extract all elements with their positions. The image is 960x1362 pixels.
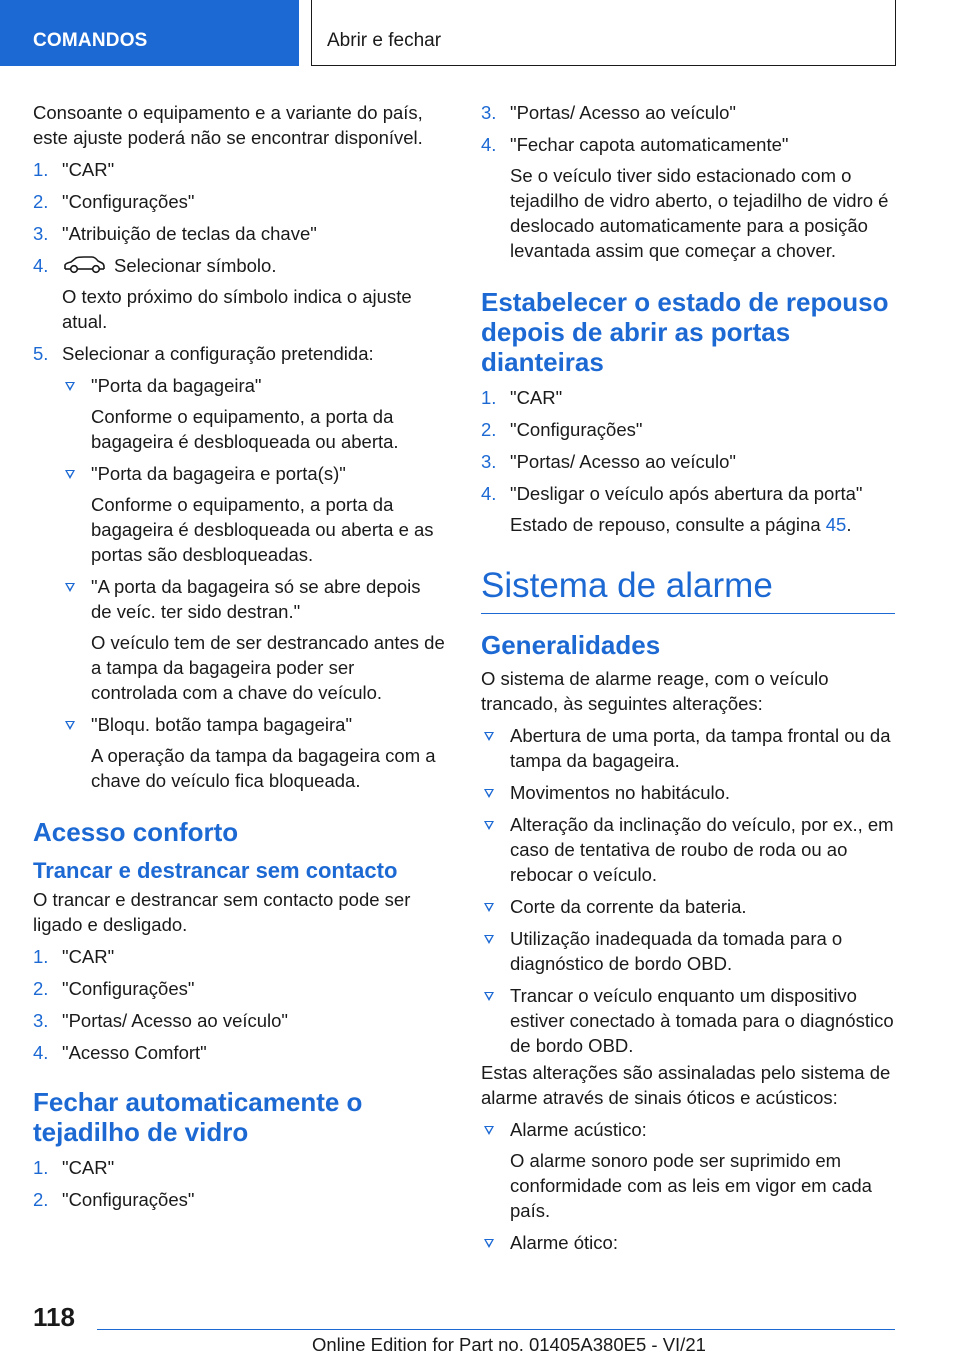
triangle-bullet-icon: [484, 992, 494, 1001]
header-section-tab: [0, 0, 299, 66]
section-heading: Acesso conforto: [33, 817, 239, 847]
list-item: 3 . "Portas/ Acesso ao veículo": [481, 100, 895, 125]
triangle-bullet-icon: [484, 789, 494, 798]
list-item: 3 . "Portas/ Acesso ao veículo": [33, 1008, 445, 1033]
section-intro: O trancar e destrancar sem contacto pode ser ligado e desligado.: [33, 889, 411, 935]
chapter-heading: Sistema de alarme: [481, 566, 773, 605]
list-item: 1 . "CAR": [33, 944, 445, 969]
list-item: Abertura de uma porta, da tampa frontal ou da tampa da bagageira.: [481, 723, 895, 773]
triangle-bullet-icon: [484, 1126, 494, 1135]
list-item: Trancar o veículo enquanto um dispositivo estiver conectado à tomada para o diagnóstico de bordo OBD.: [481, 983, 895, 1058]
list-item: 2 . "Configurações": [33, 976, 445, 1001]
section-intro: O sistema de alarme reage, com o veículo trancado, às seguintes alterações:: [481, 668, 829, 714]
list-item: 4 . "Fechar capota automaticamente": [481, 132, 895, 157]
header-topic-label: Abrir e fechar: [327, 30, 442, 51]
section-heading: Estabelecer o estado de repouso depois de abrir as portas dianteiras: [481, 287, 889, 377]
list-item: 3 . "Portas/ Acesso ao veículo": [481, 449, 895, 474]
page-reference-link[interactable]: 45: [825, 514, 847, 535]
triangle-bullet-icon: [484, 1239, 494, 1248]
list-item: Alteração da inclinação do veículo, por ex., em caso de tentativa de roubo de roda ou ao rebocar o veículo.: [481, 812, 895, 887]
triangle-bullet-icon: [484, 821, 494, 830]
right-column: [481, 100, 895, 1262]
left-column: [33, 100, 445, 1219]
list-item: Movimentos no habitáculo.: [481, 780, 895, 805]
signals-intro: Estas alterações são assinaladas pelo sistema de alarme através de sinais óticos e acústicos:: [481, 1062, 891, 1108]
triangle-bullet-icon: [484, 903, 494, 912]
list-item: 2 . "Configurações": [481, 417, 895, 442]
heading-divider: [481, 613, 895, 614]
triangle-bullet-icon: [65, 382, 75, 391]
triangle-bullet-icon: [65, 470, 75, 479]
header-section-label: COMANDOS: [33, 30, 148, 51]
list-item: Corte da corrente da bateria.: [481, 894, 895, 919]
list-item: 1 . "CAR": [481, 385, 895, 410]
list-item: 1 . "CAR": [33, 157, 445, 182]
intro-paragraph: Consoante o equipamento e a variante do país, este ajuste poderá não se encontrar disponível.: [33, 102, 423, 148]
triangle-bullet-icon: [484, 935, 494, 944]
triangle-bullet-icon: [65, 583, 75, 592]
footer-edition: Online Edition for Part no. 01405A380E5 - VI/21: [312, 1334, 706, 1355]
footer-divider: [97, 1329, 895, 1330]
subsection-heading: Trancar e destrancar sem contacto: [33, 858, 398, 883]
section-heading: Fechar automaticamente o tejadilho de vidro: [33, 1087, 363, 1147]
option-description: A operação da tampa da bagageira com a chave do veículo fica bloqueada.: [91, 745, 436, 791]
option-item: "Porta da bagageira": [62, 373, 445, 398]
option-item: "Porta da bagageira e porta(s)": [62, 461, 445, 486]
step-note: Se o veículo tiver sido estacionado com o tejadilho de vidro aberto, o tejadilho de vidro é deslocado automaticamente para a posição levantada assim que começar a chover.: [510, 165, 889, 261]
step-note: Estado de repouso, consulte a página 45.: [510, 514, 852, 535]
list-item: 2 . "Configurações": [33, 189, 445, 214]
option-item: "A porta da bagageira só se abre depois de veíc. ter sido destran.": [62, 574, 445, 624]
list-item: 4 . "Desligar o veículo após abertura da porta": [481, 481, 895, 506]
page-number: 118: [33, 1302, 75, 1332]
option-description: O veículo tem de ser destrancado antes de a tampa da bagageira poder ser controlada com a chave do veículo.: [91, 632, 445, 703]
list-item: 2 . "Configurações": [33, 1187, 445, 1212]
list-item: Alarme ótico:: [481, 1230, 895, 1255]
list-item: 1 . "CAR": [33, 1155, 445, 1180]
signal-description: O alarme sonoro pode ser suprimido em conformidade com as leis em vigor em cada país.: [510, 1150, 872, 1221]
triangle-bullet-icon: [65, 721, 75, 730]
list-item: Alarme acústico:: [481, 1117, 895, 1142]
option-description: Conforme o equipamento, a porta da bagageira é desbloqueada ou aberta.: [91, 406, 399, 452]
list-item: 4 . Selecionar símbolo.: [33, 253, 445, 278]
list-item: 3 . "Atribuição de teclas da chave": [33, 221, 445, 246]
option-item: "Bloqu. botão tampa bagageira": [62, 712, 445, 737]
list-item: 4 . "Acesso Comfort": [33, 1040, 445, 1065]
section-heading: Generalidades: [481, 630, 661, 660]
option-description: Conforme o equipamento, a porta da bagageira é desbloqueada ou aberta e as portas são desbloqueadas.: [91, 494, 434, 565]
header-topic-tab: [311, 0, 896, 66]
car-key-symbol-icon: [62, 256, 106, 274]
step-note: O texto próximo do símbolo indica o ajuste atual.: [62, 286, 412, 332]
triangle-bullet-icon: [484, 732, 494, 741]
list-item: Utilização inadequada da tomada para o diagnóstico de bordo OBD.: [481, 926, 895, 976]
list-item: 5 . Selecionar a configuração pretendida:: [33, 341, 445, 366]
